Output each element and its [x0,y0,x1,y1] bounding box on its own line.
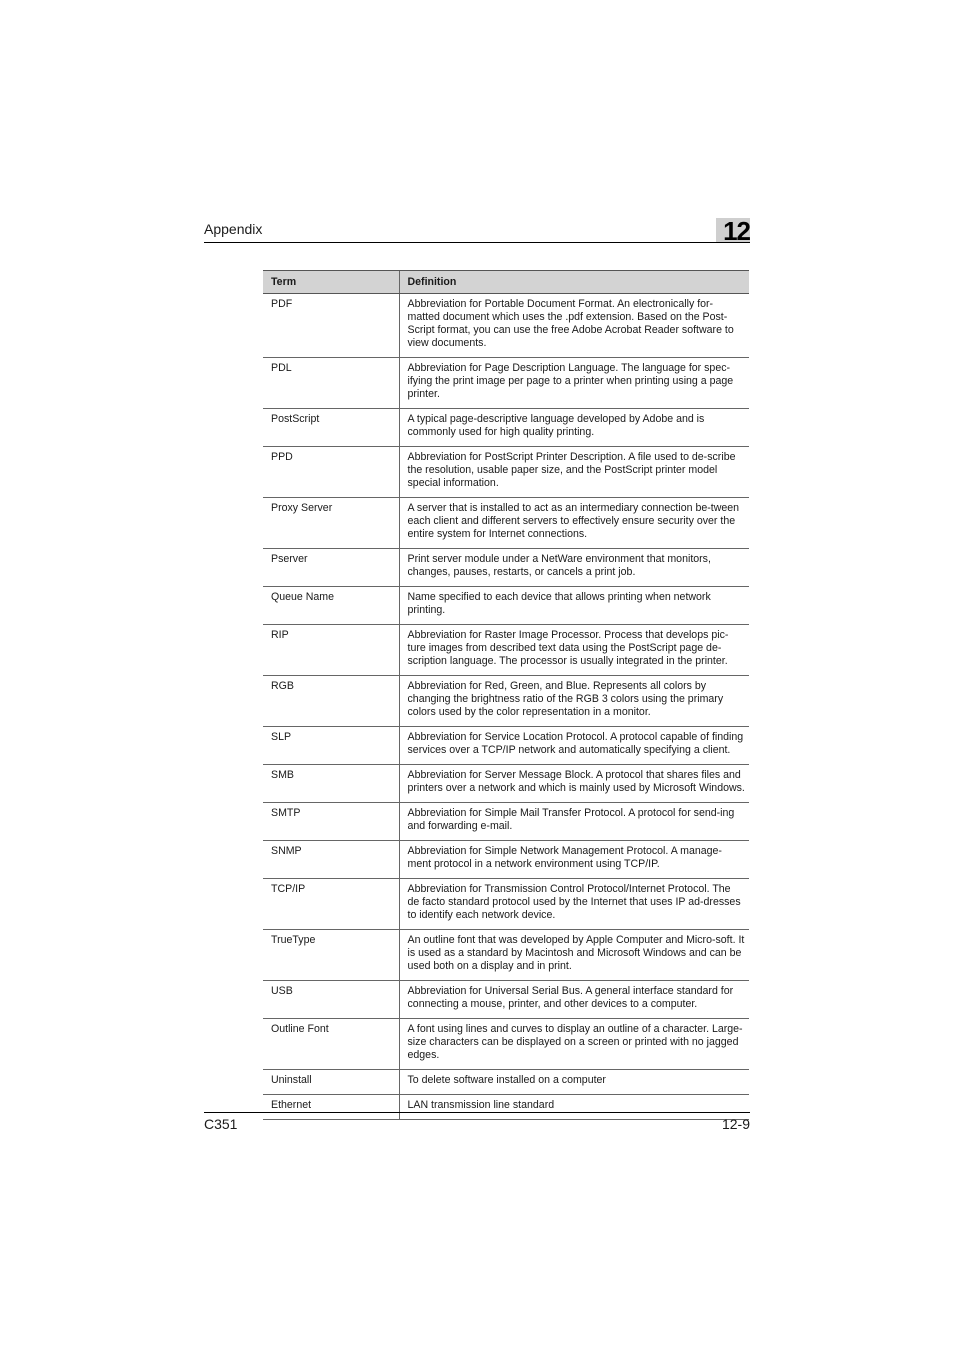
term-cell: PDF [263,294,399,358]
term-cell: TCP/IP [263,879,399,930]
table-row [263,587,749,625]
column-header-term: Term [263,271,399,294]
definition-cell: Abbreviation for PostScript Printer Description. A file used to de-scribe the resolution, usable paper size, and the PostScript printer model special information. [399,447,749,498]
definition-cell: To delete software installed on a computer [399,1070,749,1095]
term-cell: SMB [263,765,399,803]
term-cell: PPD [263,447,399,498]
table-row [263,1019,749,1070]
definition-cell: A font using lines and curves to display an outline of a character. Large-size characters can be displayed on a screen or printed with no jagged edges. [399,1019,749,1070]
definition-cell: Abbreviation for Universal Serial Bus. A general interface standard for connecting a mouse, printer, and other devices to a computer. [399,981,749,1019]
table-row [263,930,749,981]
term-cell: SLP [263,727,399,765]
definition-cell: Abbreviation for Page Description Language. The language for spec-ifying the print image per page to a printer when printing using a page printer. [399,358,749,409]
term-cell: PDL [263,358,399,409]
model-name: C351 [204,1116,238,1132]
term-cell: Uninstall [263,1070,399,1095]
table-row [263,879,749,930]
table-row [263,625,749,676]
term-cell: Pserver [263,549,399,587]
table-row [263,841,749,879]
table-row [263,1070,749,1095]
table-row [263,803,749,841]
page-footer [204,1112,750,1143]
table-row [263,498,749,549]
glossary-body [263,294,749,1120]
table-header-row [263,271,749,294]
page-number: 12-9 [721,1116,750,1132]
table-row [263,765,749,803]
definition-cell: Abbreviation for Service Location Protocol. A protocol capable of finding services over a TCP/IP network and automatically specifying a client. [399,727,749,765]
definition-cell: Abbreviation for Simple Network Management Protocol. A manage-ment protocol in a network environment using TCP/IP. [399,841,749,879]
definition-cell: Print server module under a NetWare environment that monitors, changes, pauses, restarts, or cancels a print job. [399,549,749,587]
table-row [263,727,749,765]
definition-cell: A server that is installed to act as an intermediary connection be-tween each client and different servers to effectively ensure security over the entire system for Internet connections. [399,498,749,549]
table-row [263,447,749,498]
glossary-table [263,270,749,1120]
definition-cell: Abbreviation for Simple Mail Transfer Protocol. A protocol for send-ing and forwarding e-mail. [399,803,749,841]
definition-cell: Abbreviation for Transmission Control Protocol/Internet Protocol. The de facto standard protocol used by the Internet that uses IP ad-dresses to identify each network device. [399,879,749,930]
page-header [204,218,750,243]
term-cell: PostScript [263,409,399,447]
definition-cell: Abbreviation for Raster Image Processor. Process that develops pic-ture images from described text data using the PostScript page de-scription language. The processor is usually integrated in the printer. [399,625,749,676]
section-title: Appendix [204,221,263,237]
chapter-number: 12 [723,218,750,242]
definition-cell: Abbreviation for Server Message Block. A protocol that shares files and printers over a network and which is mainly used by Microsoft Windows. [399,765,749,803]
definition-cell: Abbreviation for Red, Green, and Blue. Represents all colors by changing the brightness ratio of the RGB 3 colors using the primary colors used by the color representation in a monitor. [399,676,749,727]
table-row [263,409,749,447]
definition-cell: LAN transmission line standard [399,1095,749,1120]
definition-cell: An outline font that was developed by Apple Computer and Micro-soft. It is used as a standard by Macintosh and Microsoft Windows and can be used both on a display and in print. [399,930,749,981]
table-row [263,294,749,358]
term-cell: USB [263,981,399,1019]
term-cell: RGB [263,676,399,727]
term-cell: Ethernet [263,1095,399,1120]
term-cell: RIP [263,625,399,676]
column-header-definition: Definition [399,271,749,294]
definition-cell: Name specified to each device that allows printing when network printing. [399,587,749,625]
definition-cell: A typical page-descriptive language developed by Adobe and is commonly used for high quality printing. [399,409,749,447]
term-cell: Proxy Server [263,498,399,549]
chapter-tab [716,218,750,242]
table-row [263,358,749,409]
table-row [263,549,749,587]
definition-cell: Abbreviation for Portable Document Format. An electronically for-matted document which uses the .pdf extension. Based on the Post-Script format, you can use the free Adobe Acrobat Reader software to view documents. [399,294,749,358]
term-cell: SNMP [263,841,399,879]
table-row [263,981,749,1019]
term-cell: SMTP [263,803,399,841]
term-cell: Queue Name [263,587,399,625]
table-row [263,676,749,727]
term-cell: TrueType [263,930,399,981]
term-cell: Outline Font [263,1019,399,1070]
